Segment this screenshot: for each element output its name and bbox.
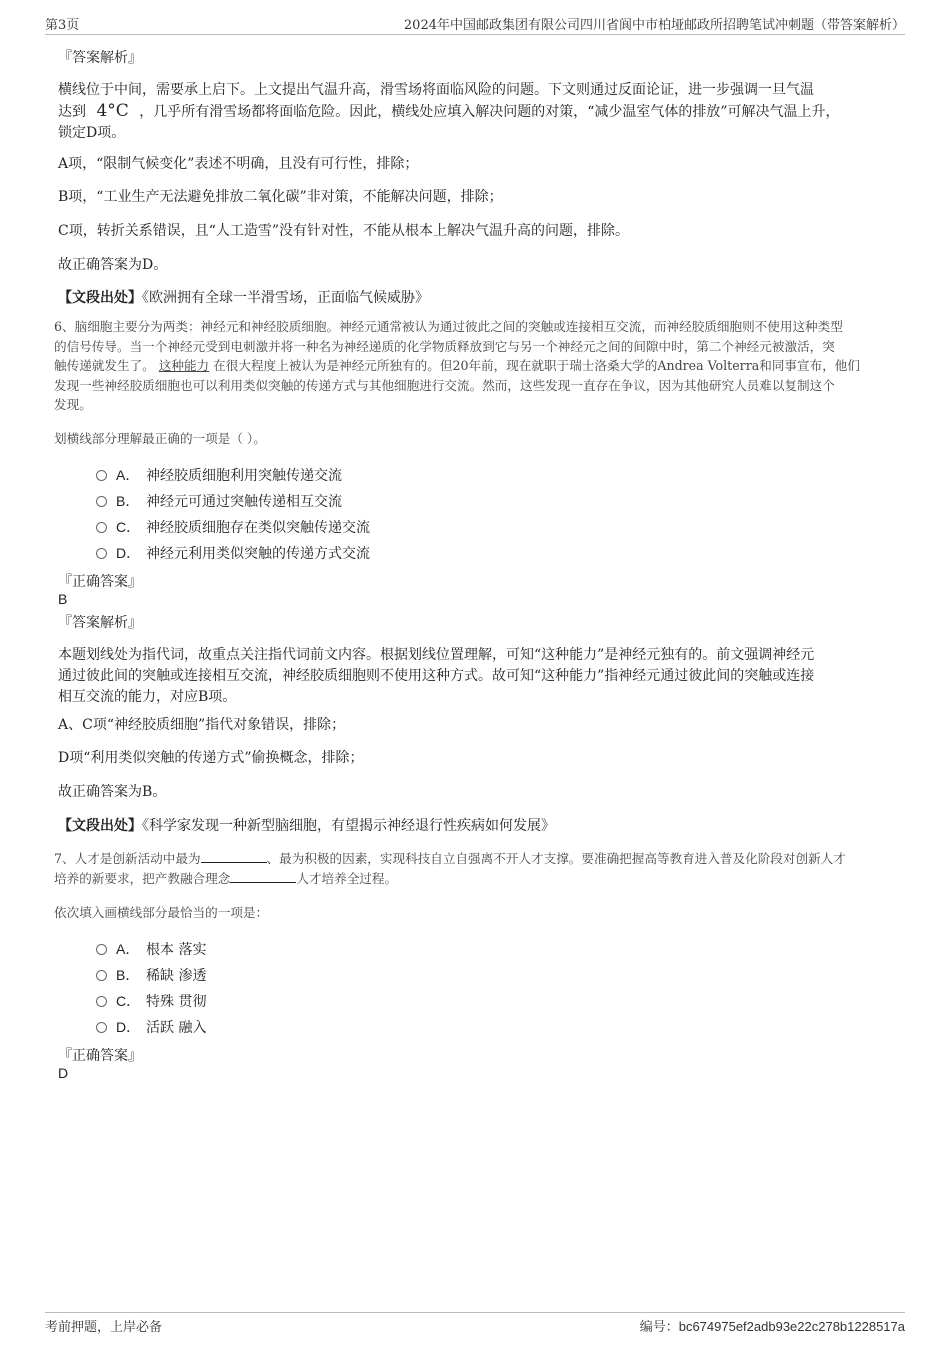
q7-stem-line2-post: 人才培养全过程。 [296,870,398,886]
q6-stem-line1: 6、脑细胞主要分为两类：神经元和神经胶质细胞。神经元通常被认为通过彼此之间的突触或连接相互交流，而神经胶质细胞则不使用这种类型 [54,319,843,334]
q5-source [58,288,950,309]
document-code-label: 编号： [639,1320,679,1335]
q6-analysis-line1: 本题划线处为指代词，故重点关注指代词前文内容。根据划线位置理解，可知“这种能力”是神经元独有的。前文强调神经元 [58,647,815,663]
document-code-value: bc674975ef2adb93e22c278b1228517a [678,1319,905,1334]
q5-option-a-explanation: A项，“限制气候变化”表述不明确，且没有可行性，排除； [58,156,419,172]
footer-slogan: 考前押题，上岸必备 [45,1320,163,1335]
q5-conclusion: 故正确答案为D。 [58,257,168,273]
q6-stem-line4: 发现一些神经胶质细胞也可以利用类似突触的传递方式与其他细胞进行交流。然而，这些发现一直存在争议，因为其他研究人员难以复制这个 [54,377,835,393]
q6-option-d-explanation: D项“利用类似突触的传递方式”偷换概念，排除； [58,750,364,766]
q5-analysis-paragraph [58,80,890,144]
radio-button-icon[interactable] [96,496,107,507]
option-text: 稀缺 渗透 [146,968,207,984]
q5-option-b-explanation: B项，“工业生产无法避免排放二氧化碳”非对策，不能解决问题，排除； [58,189,503,205]
q6-option-ac-explanation: A、C项“神经胶质细胞”指代对象错误，排除； [58,717,346,733]
q6-source-text: 《科学家发现一种新型脑细胞，有望揭示神经退行性疾病如何发展》 [142,818,555,834]
option-text: 神经元可通过突触传递相互交流 [146,494,342,510]
option-text: 活跃 融入 [146,1020,207,1036]
radio-button-icon[interactable] [96,470,107,481]
q6-option-b[interactable] [96,490,342,512]
q5-analysis-line1: 横线位于中间，需要承上启下。上文提出气温升高，滑雪场将面临风险的问题。下文则通过反面论证，进一步强调一旦气温 [58,82,814,98]
q7-prompt: 依次填入画横线部分最恰当的一项是： [54,905,269,920]
q6-analysis-paragraph [58,645,890,708]
q6-stem-line2: 的信号传导。当一个神经元受到电刺激并将一种名为神经递质的化学物质释放到它与另一个神经元之间的间隙中时，第二个神经元被激活，突 [54,338,835,354]
radio-button-icon[interactable] [96,996,107,1007]
option-letter: C． [116,993,141,1009]
option-letter: A． [116,467,140,483]
q6-option-a[interactable] [96,464,342,486]
option-letter: B． [116,967,140,983]
q6-source [58,816,950,837]
option-letter: A． [116,941,140,957]
option-letter: C． [116,519,141,535]
q7-option-d[interactable] [96,1016,206,1038]
document-title: 2024年中国邮政集团有限公司四川省阆中市柏垭邮政所招聘笔试冲刺题（带答案解析） [403,18,905,33]
q7-stem-line2-pre: 培养的新要求，把产教融合理念 [54,870,231,886]
radio-button-icon[interactable] [96,548,107,559]
q6-stem-line3 [54,356,894,376]
radio-button-icon[interactable] [96,970,107,981]
option-text: 神经胶质细胞存在类似突触传递交流 [146,520,370,536]
fill-blank-2 [230,870,296,883]
page-footer [45,1312,905,1335]
q5-analysis-line2-pre: 达到 [58,104,86,120]
option-text: 特殊 贯彻 [146,994,207,1010]
q6-analysis-label: 『答案解析』 [58,615,142,631]
q5-analysis-line2 [58,101,890,123]
q7-stem-line1-pre: 7、人才是创新活动中最为 [54,851,201,866]
q7-option-b[interactable] [96,964,206,986]
q6-option-c[interactable] [96,516,370,538]
q5-source-text: 《欧洲拥有全球一半滑雪场，正面临气候威胁》 [142,290,429,306]
q5-analysis-line3: 锁定D项。 [58,125,126,141]
document-code [640,1316,905,1335]
q7-stem-line2 [54,869,894,889]
q6-correct-label: 『正确答案』 [58,574,142,590]
q7-stem-line1 [54,849,894,869]
fill-blank-1 [201,850,267,863]
q6-prompt: 划横线部分理解最正确的一项是（ ）。 [54,431,266,446]
option-letter: D． [116,1019,141,1035]
radio-button-icon[interactable] [96,944,107,955]
option-text: 根本 落实 [146,942,207,958]
q5-option-c-explanation: C项，转折关系错误，且“人工造雪”没有针对性，不能从根本上解决气温升高的问题，排除。 [58,223,630,239]
q7-option-a[interactable] [96,938,206,960]
q6-conclusion: 故正确答案为B。 [58,784,167,800]
q7-stem [54,849,894,888]
q6-option-d[interactable] [96,542,370,564]
q6-analysis-line2: 通过彼此间的突触或连接相互交流，神经胶质细胞则不使用这种方式。故可知“这种能力”指神经元通过彼此间的突触或连接 [58,668,815,684]
q6-correct-answer: B [58,591,68,607]
option-text: 神经元利用类似突触的传递方式交流 [146,546,370,562]
q5-source-label: 【文段出处】 [58,290,142,306]
q7-correct-label: 『正确答案』 [58,1048,142,1064]
radio-button-icon[interactable] [96,522,107,533]
option-letter: B． [116,493,140,509]
q5-analysis-label: 『答案解析』 [58,50,142,66]
q6-stem-line3-pre: 触传递就发生了。 [54,358,155,373]
q7-option-c[interactable] [96,990,206,1012]
q6-stem-line3-post: 在很大程度上被认为是神经元所独有的。但20年前，现在就职于瑞士洛桑大学的Andrea Volterra和同事宣布，他们 [213,358,860,373]
q6-stem [54,317,894,415]
q6-analysis-line3: 相互交流的能力，对应B项。 [58,689,237,705]
q7-correct-answer: D [58,1065,69,1081]
underlined-phrase: 这种能力 [158,358,210,373]
temperature-value: 4°C [96,101,129,121]
option-letter: D． [116,545,141,561]
q7-stem-line1-post: 、最为积极的因素，实现科技自立自强离不开人才支撑。要准确把握高等教育进入普及化阶段对创新人才 [266,851,846,866]
page-header [45,14,905,35]
q6-stem-line5: 发现。 [54,397,92,412]
option-text: 神经胶质细胞利用突触传递交流 [146,468,342,484]
page-number: 第3页 [45,18,80,33]
q5-analysis-line2-post: ，几乎所有滑雪场都将面临危险。因此，横线处应填入解决问题的对策，“减少温室气体的排放”可解决气温上升， [139,104,840,120]
q6-source-label: 【文段出处】 [58,818,142,834]
radio-button-icon[interactable] [96,1022,107,1033]
